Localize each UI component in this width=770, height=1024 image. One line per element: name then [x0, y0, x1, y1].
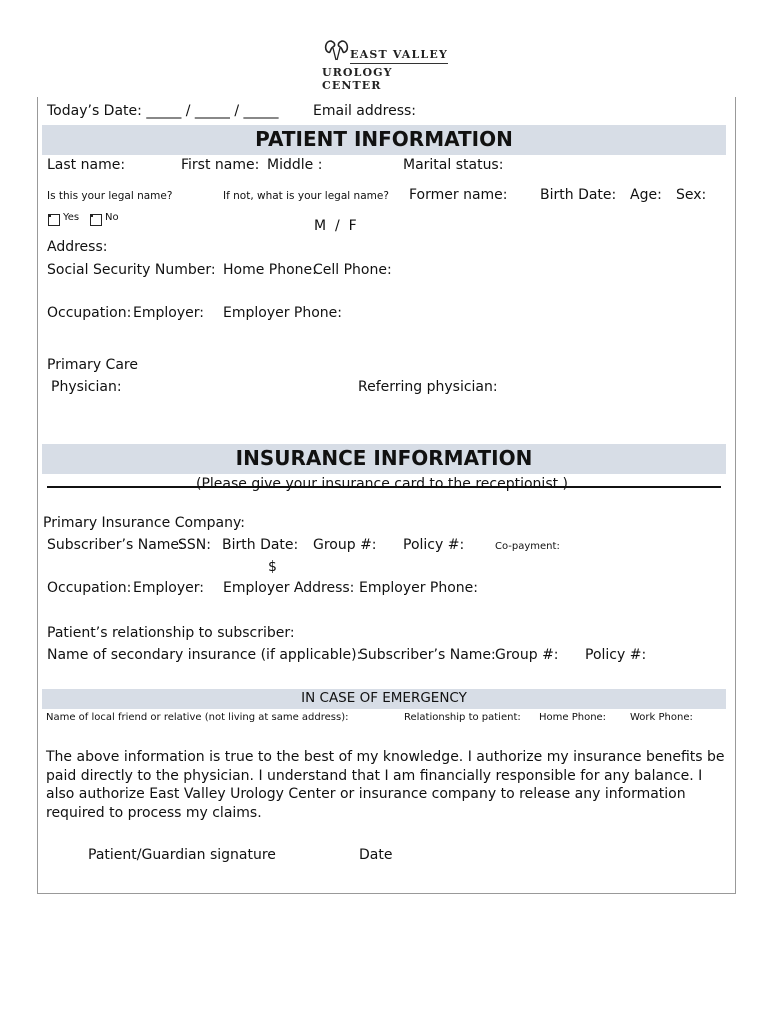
last-name-field[interactable]: Last name:	[47, 157, 126, 173]
secondary-policy-field[interactable]: Policy #:	[585, 647, 647, 663]
sex-options[interactable]: M / F	[314, 218, 357, 234]
ssn-field[interactable]: Social Security Number:	[47, 262, 216, 278]
relationship-to-subscriber-field[interactable]: Patient’s relationship to subscriber:	[47, 625, 295, 641]
primary-insurance-company-field[interactable]: Primary Insurance Company:	[43, 515, 245, 531]
referring-physician-field[interactable]: Referring physician:	[358, 379, 498, 395]
home-phone-field[interactable]: Home Phone:	[223, 262, 317, 278]
emergency-header	[42, 689, 726, 709]
email-address-field[interactable]: Email address:	[313, 103, 417, 119]
secondary-insurance-field[interactable]: Name of secondary insurance (if applicable):	[47, 647, 362, 663]
emergency-title: IN CASE OF EMERGENCY	[301, 690, 467, 706]
insurance-card-note: (Please give your insurance card to the receptionist )	[196, 476, 569, 492]
middle-name-field[interactable]: Middle :	[267, 157, 323, 173]
cell-phone-field[interactable]: Cell Phone:	[313, 262, 392, 278]
yes-label: Yes	[63, 212, 80, 223]
occupation-field[interactable]: Occupation:	[47, 305, 132, 321]
subscriber-occupation-field[interactable]: Occupation:	[47, 580, 132, 596]
employer-field[interactable]: Employer:	[133, 305, 204, 321]
no-label: No	[105, 212, 119, 223]
kidney-logo-icon	[322, 38, 352, 64]
signature-field[interactable]: Patient/Guardian signature	[88, 847, 276, 863]
logo-divider	[350, 63, 448, 64]
subscriber-ssn-field[interactable]: SSN:	[178, 537, 211, 553]
employer-address-field[interactable]: Employer Address:	[223, 580, 355, 596]
emergency-work-phone-field[interactable]: Work Phone:	[630, 712, 693, 723]
logo-text-line1: EAST VALLEY	[350, 48, 448, 61]
secondary-group-field[interactable]: Group #:	[495, 647, 559, 663]
policy-number-field[interactable]: Policy #:	[403, 537, 465, 553]
secondary-subscriber-name-field[interactable]: Subscriber’s Name:	[359, 647, 496, 663]
employer-phone-field[interactable]: Employer Phone:	[223, 305, 343, 321]
logo-text-line2: UROLOGY CENTER	[322, 66, 393, 92]
sex-field[interactable]: Sex:	[676, 187, 707, 203]
legal-name-if-not-field[interactable]: If not, what is your legal name?	[223, 190, 389, 202]
insurance-information-header	[42, 444, 726, 474]
legal-name-yes-checkbox[interactable]	[48, 214, 60, 226]
local-contact-field[interactable]: Name of local friend or relative (not living at same address):	[46, 712, 349, 723]
primary-care-label: Primary Care	[47, 357, 138, 373]
emergency-relationship-field[interactable]: Relationship to patient:	[404, 712, 521, 723]
former-name-field[interactable]: Former name:	[409, 187, 508, 203]
address-field[interactable]: Address:	[47, 239, 108, 255]
first-name-field[interactable]: First name:	[181, 157, 260, 173]
age-field[interactable]: Age:	[630, 187, 662, 203]
legal-name-question: Is this your legal name?	[47, 190, 173, 202]
dollar-sign: $	[268, 559, 277, 575]
copayment-field[interactable]: Co-payment:	[495, 541, 560, 552]
patient-information-title: PATIENT INFORMATION	[255, 127, 513, 151]
clinic-logo	[320, 38, 452, 92]
consent-statement: The above information is true to the best of my knowledge. I authorize my insurance benefits be paid directly to the physician. I understand that I am financially responsible for any balance. I also authorize East Valley Urology Center or insurance company to release any information required to process my claims.	[46, 749, 725, 821]
birth-date-field[interactable]: Birth Date:	[540, 187, 617, 203]
patient-information-header	[42, 125, 726, 155]
todays-date-field[interactable]: Today’s Date: _____ / _____ / _____	[47, 103, 279, 119]
primary-care-physician-field[interactable]: Physician:	[51, 379, 122, 395]
emergency-home-phone-field[interactable]: Home Phone:	[539, 712, 607, 723]
subscriber-employer-phone-field[interactable]: Employer Phone:	[359, 580, 479, 596]
signature-date-field[interactable]: Date	[359, 847, 393, 863]
subscriber-birth-date-field[interactable]: Birth Date:	[222, 537, 299, 553]
legal-name-no-checkbox[interactable]	[90, 214, 102, 226]
subscriber-employer-field[interactable]: Employer:	[133, 580, 204, 596]
subscriber-name-field[interactable]: Subscriber’s Name:	[47, 537, 184, 553]
group-number-field[interactable]: Group #:	[313, 537, 377, 553]
marital-status-field[interactable]: Marital status:	[403, 157, 504, 173]
insurance-information-title: INSURANCE INFORMATION	[235, 446, 533, 470]
